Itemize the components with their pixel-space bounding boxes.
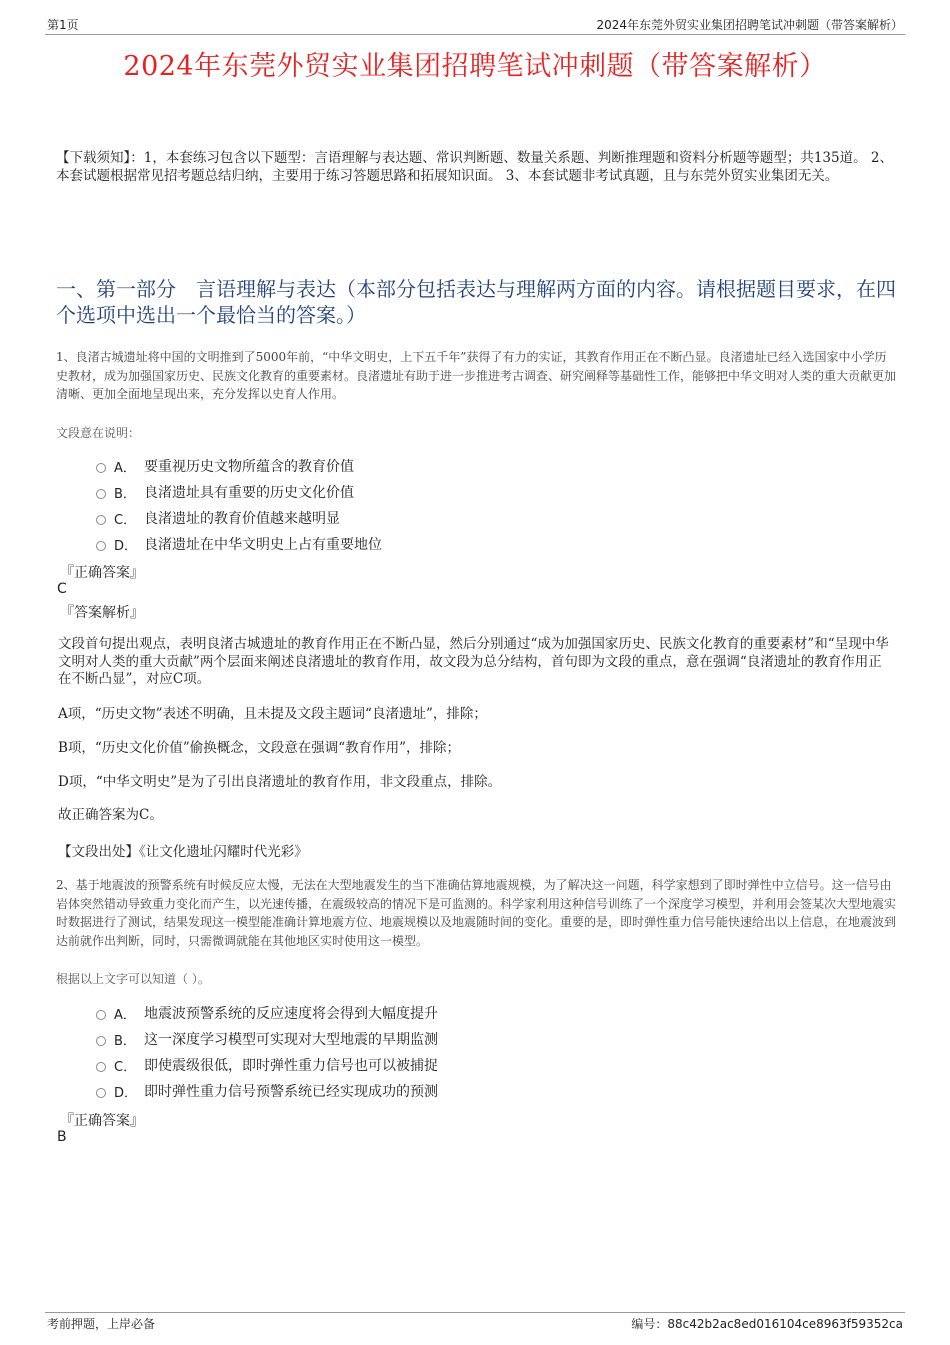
option-letter: A． — [114, 1007, 136, 1023]
option-text: 即时弹性重力信号预警系统已经实现成功的预测 — [144, 1084, 438, 1100]
option-text: 要重视历史文物所蕴含的教育价值 — [144, 459, 354, 475]
radio-button-icon[interactable] — [96, 1036, 106, 1046]
question-2-text: 2、基于地震波的预警系统有时候反应太慢，无法在大型地震发生的当下准确估算地震规模，为了解决这一问题，科学家想到了即时弹性中立信号。这一信号由岩体突然错动导致重力变化而产生，以光速传播，在震级较高的情况下是可监测的。科学家利用这种信号训练了一个深度学习模型，并利用会签某次大型地震实时数据进行了测试，结果发现这一模型能准确计算地震方位、地震规模以及地震随时间的变化。重要的是，即时弹性重力信号能快速给出以上信息，在地震波到达前就作出判断，同时，只需微调就能在其他地区实时使用这一模型。 — [56, 878, 897, 948]
header-doc-title: 2024年东莞外贸实业集团招聘笔试冲刺题（带答案解析） — [596, 18, 903, 32]
footer-code-value: 88c42b2ac8ed016104ce8963f59352ca — [667, 1317, 903, 1331]
option-b[interactable] — [96, 1026, 796, 1052]
analysis-paragraph: B项，“历史文化价值”偷换概念，文段意在强调“教育作用”，排除； — [58, 740, 461, 756]
question-1-options — [96, 453, 796, 557]
radio-button-icon[interactable] — [96, 463, 106, 473]
option-b[interactable] — [96, 479, 796, 505]
analysis-paragraph: A项，“历史文物”表述不明确，且未提及文段主题词“良渚遗址”，排除； — [58, 706, 487, 722]
option-text: 良渚遗址的教育价值越来越明显 — [144, 511, 340, 527]
option-d[interactable] — [96, 1078, 796, 1104]
radio-button-icon[interactable] — [96, 489, 106, 499]
option-text: 这一深度学习模型可实现对大型地震的早期监测 — [144, 1032, 438, 1048]
option-text: 即使震级很低，即时弹性重力信号也可以被捕捉 — [144, 1058, 438, 1074]
footer-slogan: 考前押题，上岸必备 — [47, 1317, 156, 1331]
question-2-options — [96, 1000, 796, 1104]
analysis-paragraph: 故正确答案为C。 — [58, 807, 163, 823]
radio-button-icon[interactable] — [96, 541, 106, 551]
analysis-label: 『答案解析』 — [60, 605, 144, 621]
question-1-stem: 文段意在说明： — [56, 426, 141, 440]
option-text: 良渚遗址具有重要的历史文化价值 — [144, 485, 354, 501]
question-1-text: 1、良渚古城遗址将中国的文明推到了5000年前，“中华文明史，上下五千年”获得了有力的实证，其教育作用正在不断凸显。良渚遗址已经入选国家中小学历史教材，成为加强国家历史、民族文化教育的重要素材。良渚遗址有助于进一步推进考古调查、研究阐释等基础性工作，能够把中华文明对人类的重大贡献更加清晰、更加全面地呈现出来，充分发挥以史育人作用。 — [56, 350, 897, 402]
radio-button-icon[interactable] — [96, 1088, 106, 1098]
option-text: 地震波预警系统的反应速度将会得到大幅度提升 — [144, 1006, 438, 1022]
option-letter: C． — [114, 512, 137, 528]
analysis-paragraph: D项，“中华文明史”是为了引出良渚遗址的教育作用，非文段重点，排除。 — [58, 774, 502, 790]
option-letter: D． — [114, 538, 138, 554]
option-letter: D． — [114, 1085, 138, 1101]
option-letter: B． — [114, 1033, 136, 1049]
option-letter: C． — [114, 1059, 137, 1075]
option-c[interactable] — [96, 505, 796, 531]
page-footer — [45, 1312, 905, 1333]
page-number: 第1页 — [47, 18, 79, 32]
analysis-paragraph: 文段首句提出观点，表明良渚古城遗址的教育作用正在不断凸显，然后分别通过“成为加强国家历史、民族文化教育的重要素材”和“呈现中华文明对人类的重大贡献”两个层面来阐述良渚遗址的教育作用，故文段为总分结构，首句即为文段的重点，意在强调“良渚遗址的教育作用正在不断凸显”，对应C项。 — [58, 636, 889, 688]
option-c[interactable] — [96, 1052, 796, 1078]
section-heading: 一、第一部分 言语理解与表达（本部分包括表达与理解两方面的内容。请根据题目要求，在四个选项中选出一个最恰当的答案。） — [56, 277, 896, 327]
radio-button-icon[interactable] — [96, 1062, 106, 1072]
radio-button-icon[interactable] — [96, 515, 106, 525]
passage-source: 【文段出处】《让文化遗址闪耀时代光彩》 — [58, 844, 308, 860]
document-title: 2024年东莞外贸实业集团招聘笔试冲刺题（带答案解析） — [123, 51, 827, 82]
footer-code-label: 编号： — [631, 1317, 668, 1331]
correct-answer: B — [57, 1129, 67, 1145]
footer-code — [631, 1315, 903, 1332]
option-a[interactable] — [96, 1000, 796, 1026]
correct-answer-label: 『正确答案』 — [60, 1113, 144, 1129]
page-header — [45, 14, 905, 35]
correct-answer-label: 『正确答案』 — [60, 565, 144, 581]
option-a[interactable] — [96, 453, 796, 479]
option-text: 良渚遗址在中华文明史上占有重要地位 — [144, 537, 382, 553]
option-letter: A． — [114, 460, 136, 476]
download-notice: 【下载须知】：1，本套练习包含以下题型：言语理解与表达题、常识判断题、数量关系题、判断推理题和资料分析题等题型；共135道。 2、本套试题根据常见招考题总结归纳，主要用于练习答题思路和拓展知识面。 3、本套试题非考试真题，且与东莞外贸实业集团无关。 — [56, 150, 893, 184]
correct-answer: C — [57, 581, 67, 597]
option-letter: B． — [114, 486, 136, 502]
question-2-stem: 根据以上文字可以知道（ ）。 — [56, 972, 210, 986]
radio-button-icon[interactable] — [96, 1010, 106, 1020]
option-d[interactable] — [96, 531, 796, 557]
